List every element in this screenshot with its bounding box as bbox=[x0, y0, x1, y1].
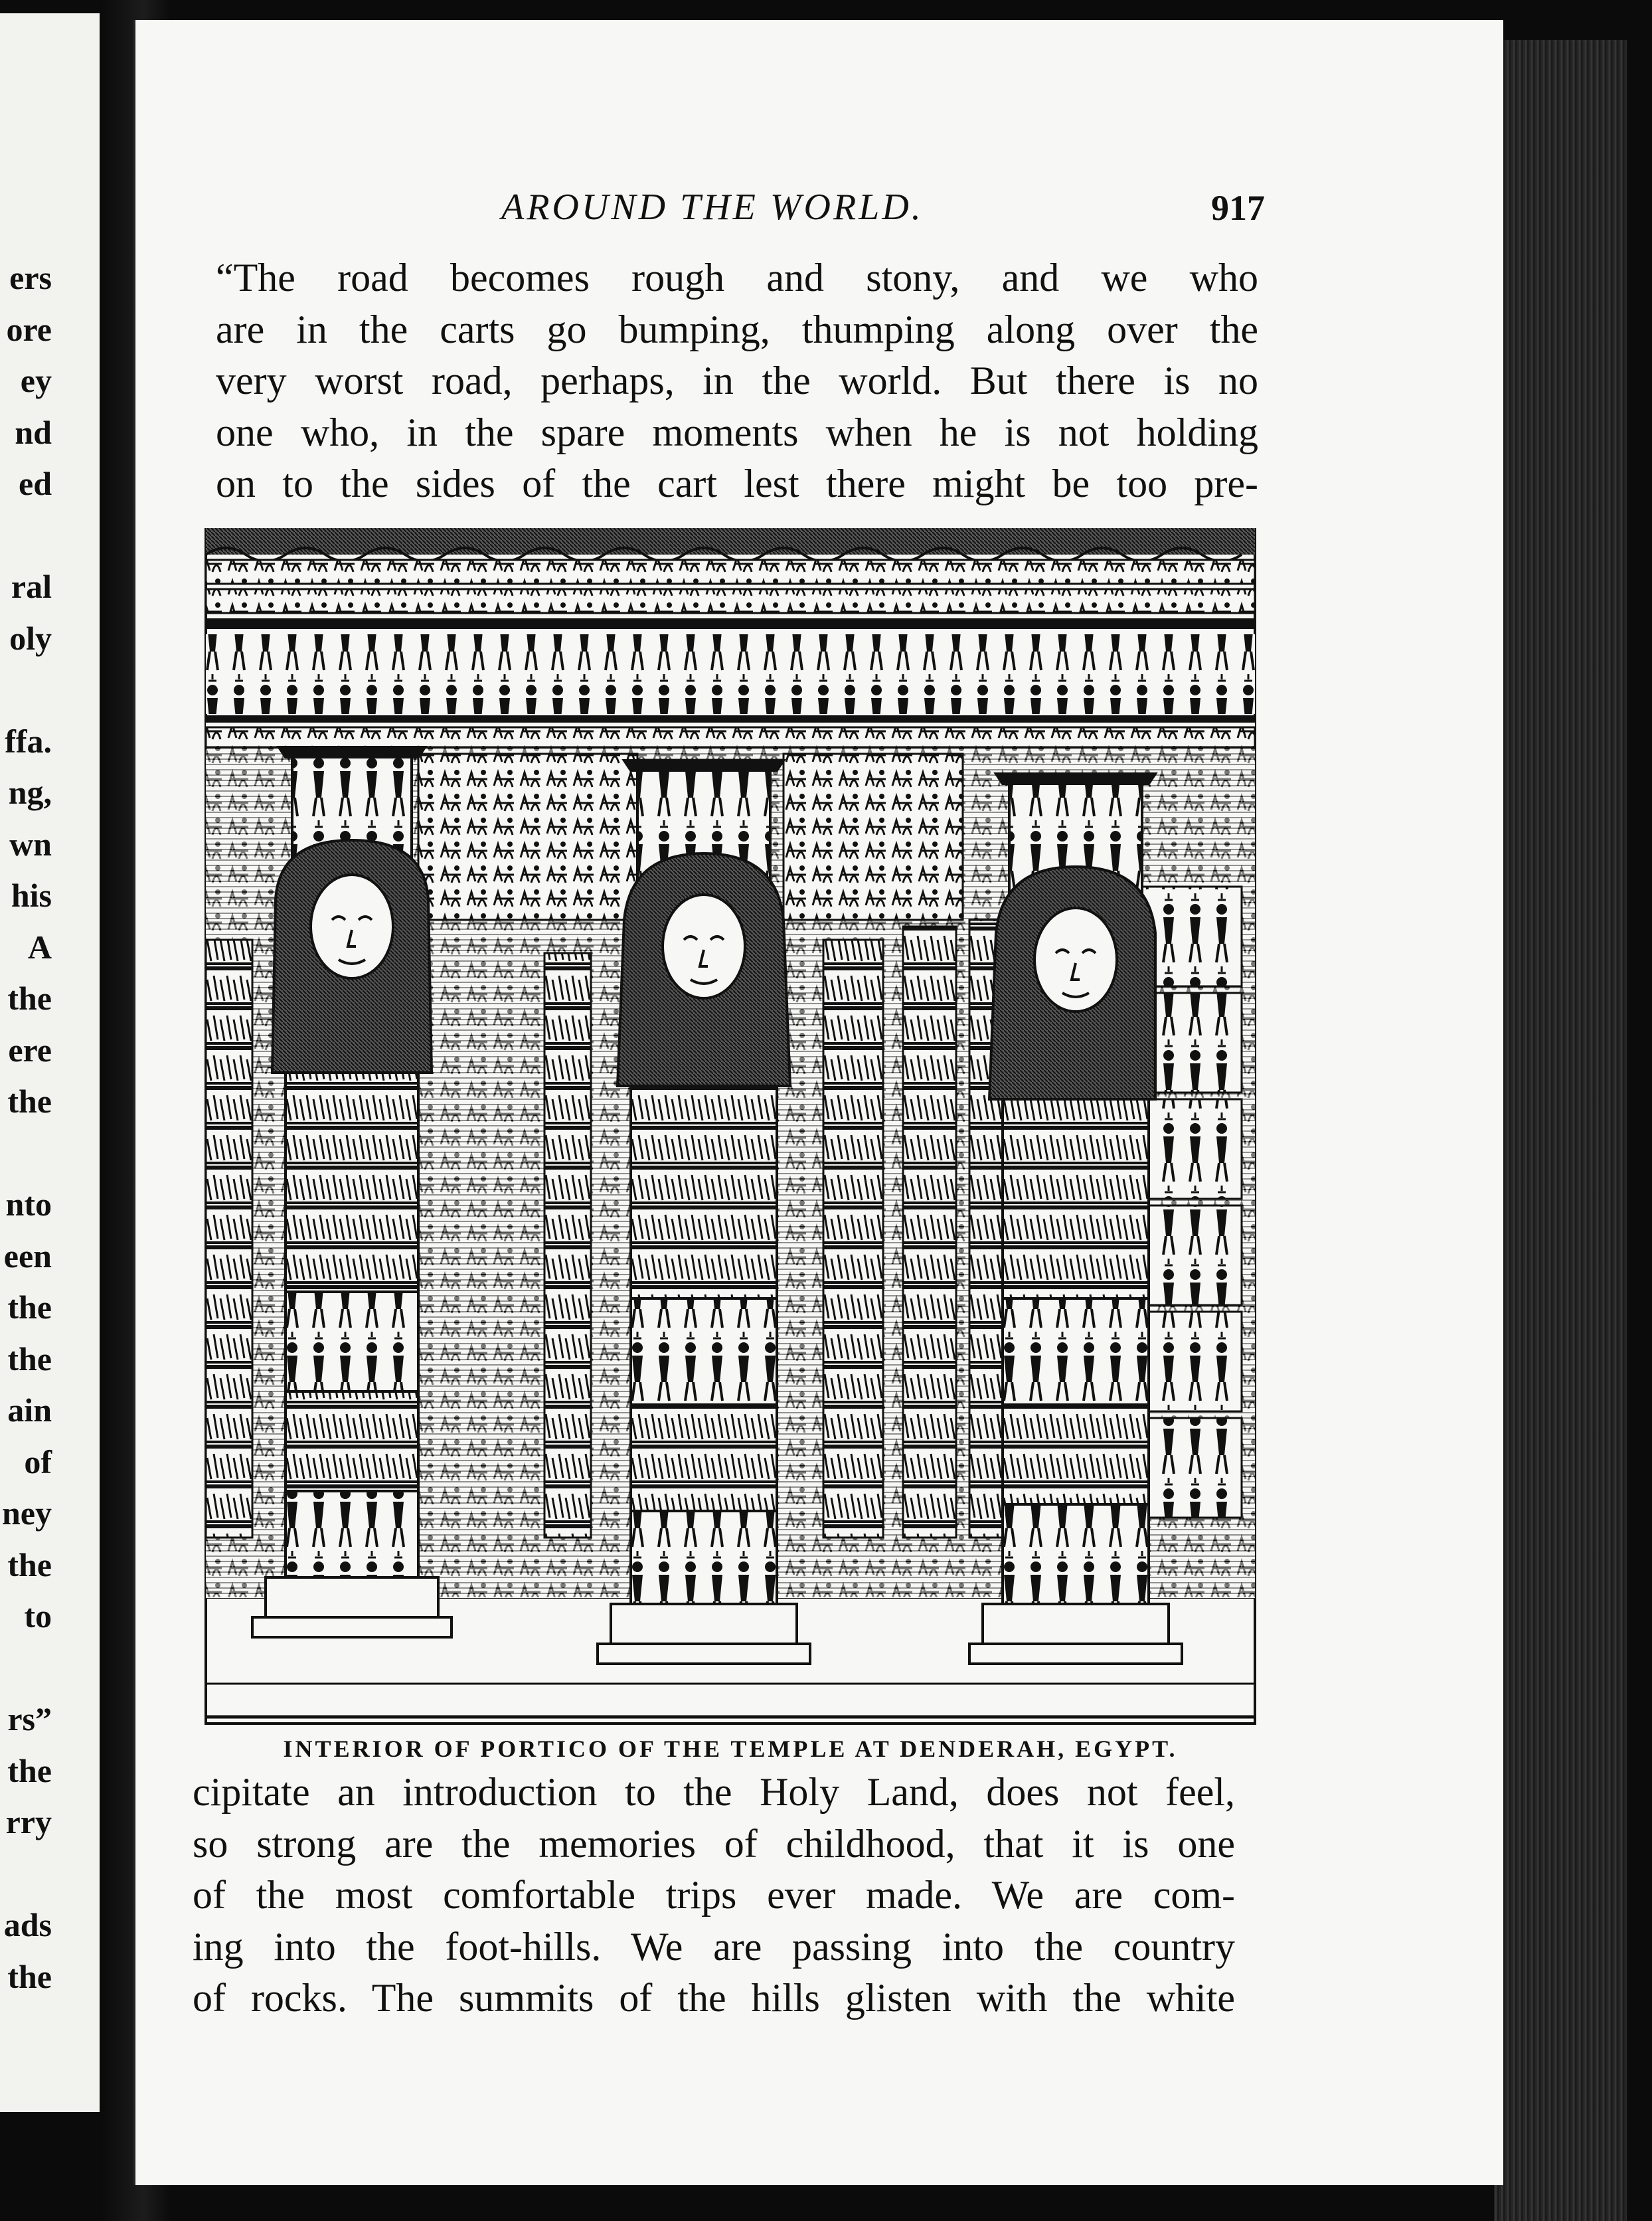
fragment-line: the bbox=[7, 1751, 52, 1789]
text-line: one who, in the spare moments when he is not holding bbox=[216, 410, 1258, 454]
temple-illustration bbox=[199, 528, 1262, 1730]
fragment-line: ain bbox=[7, 1391, 52, 1429]
fragment-line: the bbox=[7, 1546, 52, 1583]
column-center bbox=[598, 760, 810, 1664]
fragment-line: A bbox=[27, 928, 52, 966]
fragment-line: ers bbox=[9, 259, 52, 296]
fragment-line: the bbox=[7, 1957, 52, 1995]
text-line: so strong are the memories of childhood, that it is one bbox=[193, 1821, 1235, 1866]
fragment-line bbox=[2, 510, 52, 562]
facing-page-text-fragments bbox=[2, 252, 52, 2002]
running-head: AROUND THE WORLD. bbox=[501, 187, 924, 228]
fragment-line: rs” bbox=[7, 1700, 52, 1737]
fragment-line: ore bbox=[6, 310, 52, 348]
fragment-line bbox=[2, 1128, 52, 1180]
fragment-line: ng, bbox=[8, 774, 52, 811]
page-number: 917 bbox=[1211, 188, 1265, 228]
fragment-line: the bbox=[7, 980, 52, 1017]
fragment-line: the bbox=[7, 1083, 52, 1120]
fragment-line: ral bbox=[11, 568, 52, 605]
text-line: of the most comfortable trips ever made. We are com- bbox=[193, 1873, 1235, 1917]
fragment-line: the bbox=[7, 1288, 52, 1326]
fragment-line: the bbox=[7, 1340, 52, 1377]
fragment-line: ney bbox=[2, 1494, 52, 1532]
fragment-line: of bbox=[24, 1443, 52, 1480]
fragment-line: nto bbox=[5, 1186, 52, 1223]
text-line: cipitate an introduction to the Holy Land, does not feel, bbox=[193, 1770, 1235, 1814]
fragment-line: rry bbox=[5, 1803, 52, 1840]
fragment-line: wn bbox=[9, 825, 52, 863]
fragment-line: ads bbox=[3, 1906, 52, 1943]
fragment-line: ey bbox=[20, 362, 52, 399]
fragment-line bbox=[2, 1848, 52, 1900]
paragraph-bottom bbox=[193, 1767, 1235, 2024]
fragment-line: oly bbox=[9, 619, 52, 657]
page-header bbox=[216, 186, 1265, 246]
column-right bbox=[969, 774, 1182, 1664]
fragment-line: to bbox=[24, 1597, 52, 1635]
fragment-line: ere bbox=[8, 1031, 52, 1069]
paragraph-top bbox=[216, 252, 1258, 510]
figure-caption: INTERIOR OF PORTICO OF THE TEMPLE AT DENDERAH, EGYPT. bbox=[283, 1735, 1178, 1762]
fragment-line bbox=[2, 664, 52, 716]
fragment-line: nd bbox=[15, 413, 52, 451]
fragment-line: ed bbox=[19, 465, 52, 502]
text-line: of rocks. The summits of the hills glisten with the white bbox=[193, 1976, 1235, 2020]
text-line: are in the carts go bumping, thumping along over the bbox=[216, 307, 1258, 351]
text-line: very worst road, perhaps, in the world. But there is no bbox=[216, 359, 1258, 402]
facing-page-left bbox=[0, 13, 104, 2112]
text-line: “The road becomes rough and stony, and we who bbox=[216, 256, 1258, 300]
fragment-line: ffa. bbox=[5, 722, 52, 760]
fragment-line: een bbox=[3, 1237, 52, 1275]
fragment-line bbox=[2, 1643, 52, 1694]
book-page-edges bbox=[1494, 40, 1627, 2221]
text-line: ing into the foot-hills. We are passing into the country bbox=[193, 1924, 1235, 1969]
text-line: on to the sides of the cart lest there might be too pre- bbox=[216, 462, 1258, 505]
fragment-line: his bbox=[11, 877, 52, 914]
